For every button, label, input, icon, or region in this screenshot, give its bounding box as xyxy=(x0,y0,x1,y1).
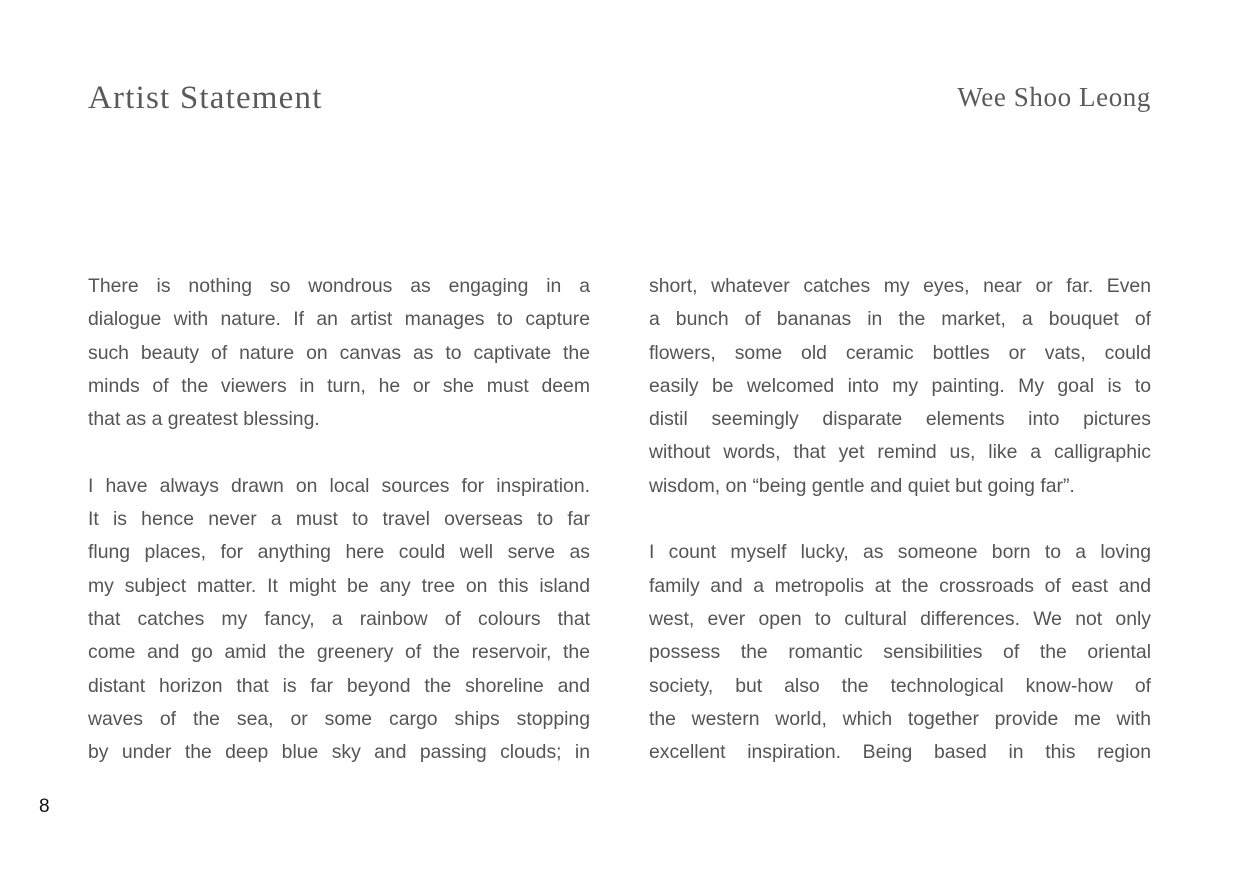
paragraph xyxy=(88,470,590,770)
text-line: It is hence never a must to travel overseas to far xyxy=(88,508,590,531)
author-name: Wee Shoo Leong xyxy=(957,82,1151,112)
text-line: flowers, some old ceramic bottles or vats, could xyxy=(649,341,1151,364)
text-line: distant horizon that is far beyond the shoreline and xyxy=(88,674,590,697)
paragraph xyxy=(88,270,590,436)
text-line: come and go amid the greenery of the reservoir, the xyxy=(88,641,590,664)
text-line: by under the deep blue sky and passing clouds; in xyxy=(88,741,590,764)
text-line: dialogue with nature. If an artist manages to capture xyxy=(88,308,590,331)
text-line: There is nothing so wondrous as engaging in a xyxy=(88,275,590,297)
text-line: flung places, for anything here could well serve as xyxy=(88,541,590,564)
text-line: wisdom, on “being gentle and quiet but going far”. xyxy=(649,474,1075,497)
text-line: I count myself lucky, as someone born to a loving xyxy=(649,541,1151,564)
text-line: that as a greatest blessing. xyxy=(88,408,320,431)
text-line: family and a metropolis at the crossroads of east and xyxy=(649,574,1151,597)
page-title: Artist Statement xyxy=(88,80,323,116)
text-column-right xyxy=(649,270,1151,803)
text-line: short, whatever catches my eyes, near or far. Even xyxy=(649,275,1151,297)
text-line: the western world, which together provide me with xyxy=(649,707,1151,730)
page-number: 8 xyxy=(39,796,50,817)
text-line: minds of the viewers in turn, he or she must deem xyxy=(88,374,590,397)
text-line: possess the romantic sensibilities of the oriental xyxy=(649,641,1151,664)
text-line: distil seemingly disparate elements into pictures xyxy=(649,408,1151,431)
text-line: society, but also the technological know-how of xyxy=(649,674,1151,697)
text-line: without words, that yet remind us, like a calligraphic xyxy=(649,441,1151,464)
text-line: waves of the sea, or some cargo ships stopping xyxy=(88,707,590,730)
text-line: my subject matter. It might be any tree on this island xyxy=(88,574,590,597)
text-line: a bunch of bananas in the market, a bouquet of xyxy=(649,308,1151,331)
text-line: that catches my fancy, a rainbow of colours that xyxy=(88,607,590,630)
paragraph xyxy=(649,270,1151,503)
text-line: such beauty of nature on canvas as to captivate the xyxy=(88,341,590,364)
text-line: west, ever open to cultural differences. We not only xyxy=(649,607,1151,630)
paragraph xyxy=(649,536,1151,769)
text-line: I have always drawn on local sources for inspiration. xyxy=(88,474,590,497)
text-line: excellent inspiration. Being based in this region xyxy=(649,741,1151,764)
text-line: easily be welcomed into my painting. My goal is to xyxy=(649,374,1151,397)
text-column-left xyxy=(88,270,590,803)
